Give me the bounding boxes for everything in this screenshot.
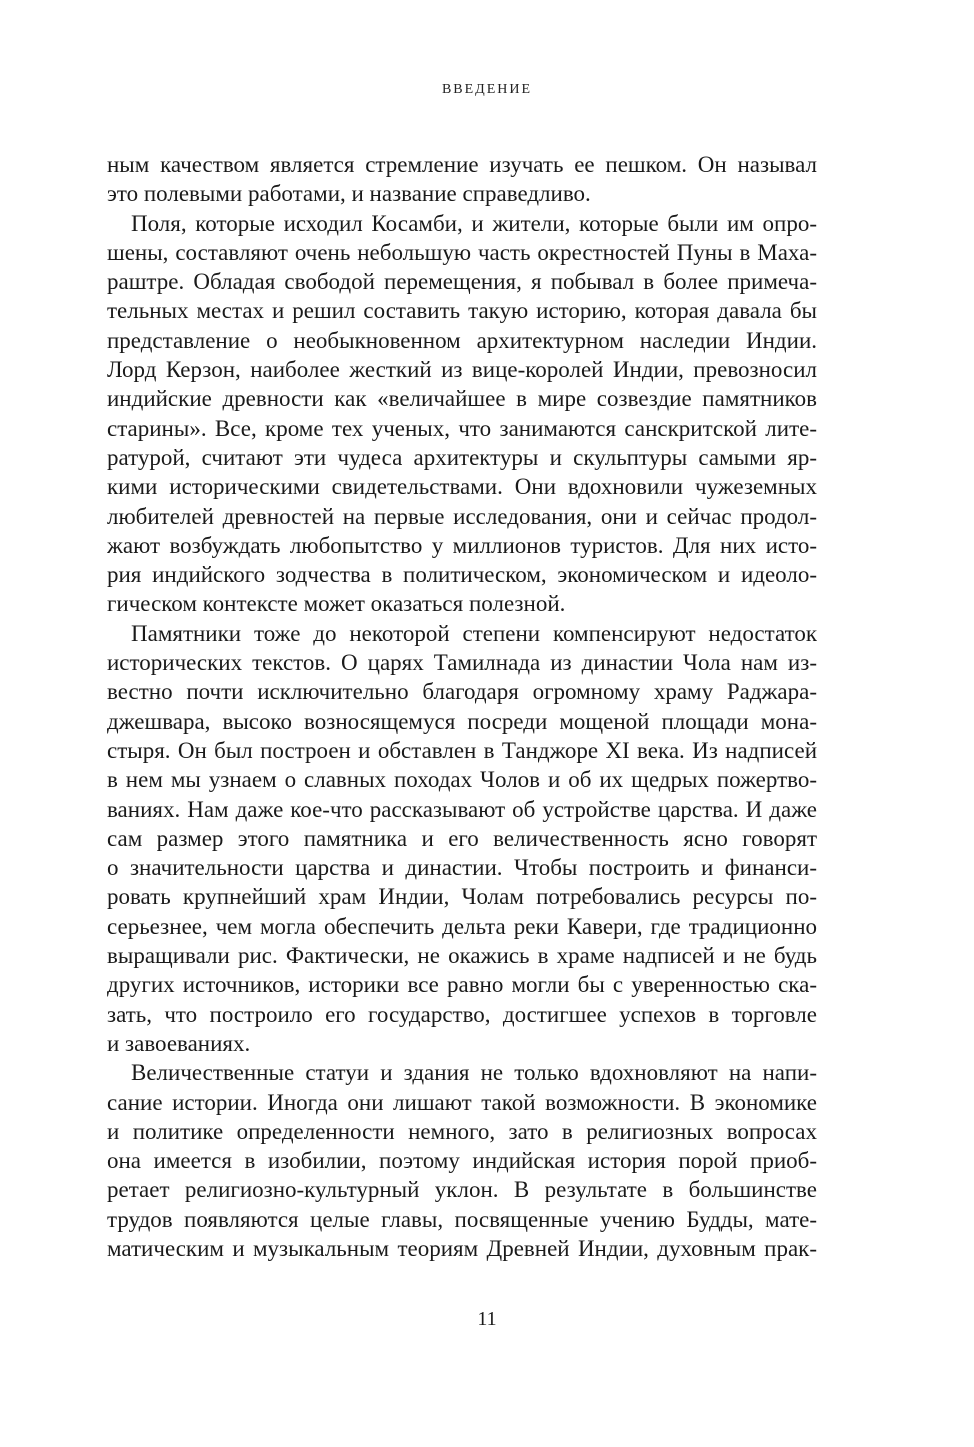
text-line: исторических текстов. О царях Тамилнада из династии Чола нам из- <box>107 650 817 676</box>
text-line: вестно почти исключительно благодаря огромному храму Раджара- <box>107 679 817 705</box>
body-text <box>107 150 817 1263</box>
text-line: раштре. Обладая свободой перемещения, я побывал в более примеча- <box>107 269 817 295</box>
text-line: Поля, которые исходил Косамби, и жители, которые были им опро- <box>131 210 817 236</box>
text-line: шены, составляют очень небольшую часть окрестностей Пуны в Маха- <box>107 239 817 265</box>
text-line: и завоеваниях. <box>107 1030 251 1056</box>
text-line: выращивали рис. Фактически, не окажись в храме надписей и не будь <box>107 943 817 969</box>
text-line: джешвара, высоко возносящемуся посреди мощеной площади мона- <box>107 708 817 734</box>
text-line: ным качеством является стремление изучать ее пешком. Он называл <box>107 152 817 177</box>
text-line: это полевыми работами, и название справедливо. <box>107 181 591 207</box>
text-line: о значительности царства и династии. Чтобы построить и финанси- <box>107 855 817 881</box>
text-line: кими историческими свидетельствами. Они вдохновили чужеземных <box>107 474 817 500</box>
text-line: рия индийского зодчества в политическом, экономическом и идеоло- <box>107 562 817 588</box>
text-line: она имеется в изобилии, поэтому индийская история порой приоб- <box>107 1148 817 1174</box>
text-line: сам размер этого памятника и его величественность ясно говорят <box>107 825 817 851</box>
text-line: других источников, историки все равно могли бы с уверенностью ска- <box>107 972 817 998</box>
text-line: трудов появляются целые главы, посвященные учению Будды, мате- <box>107 1206 817 1232</box>
text-line: тельных местах и решил составить такую историю, которая давала бы <box>107 298 817 324</box>
text-line: Величественные статуи и здания не только вдохновляют на напи- <box>131 1060 817 1086</box>
running-head: ВВЕДЕНИЕ <box>441 82 533 97</box>
text-line: гическом контексте может оказаться полезной. <box>107 591 566 617</box>
text-line: ратурой, считают эти чудеса архитектуры и скульптуры самыми яр- <box>107 444 817 470</box>
text-line: любителей древностей на первые исследования, они и сейчас продол- <box>107 503 817 529</box>
text-line: серьезнее, чем могла обеспечить дельта реки Кавери, где традиционно <box>107 913 817 939</box>
text-line: ваниях. Нам даже кое-что рассказывают об устройстве царства. И даже <box>107 796 817 822</box>
text-line: сание истории. Иногда они лишают такой возможности. В экономике <box>107 1089 817 1115</box>
text-line: ретает религиозно-культурный уклон. В результате в большинстве <box>107 1177 817 1203</box>
text-line: зать, что построило его государство, достигшее успехов в торговле <box>107 1001 817 1027</box>
text-line: стыря. Он был построен и обставлен в Танджоре XI века. Из надписей <box>107 737 817 763</box>
text-line: старины». Все, кроме тех ученых, что занимаются санскритской лите- <box>107 415 817 441</box>
text-line: матическим и музыкальным теориям Древней Индии, духовным прак- <box>107 1235 817 1261</box>
text-line: индийские древности как «величайшее в мире созвездие памятников <box>107 386 817 412</box>
text-line: Памятники тоже до некоторой степени компенсируют недостаток <box>131 620 817 646</box>
text-line: жают возбуждать любопытство у миллионов туристов. Для них исто- <box>107 532 817 558</box>
text-line: представление о необыкновенном архитектурном наследии Индии. <box>107 327 817 353</box>
text-line: Лорд Керзон, наиболее жесткий из вице-королей Индии, превозносил <box>107 357 817 383</box>
text-line: и политике определенности немного, зато в религиозных вопросах <box>107 1118 817 1144</box>
text-line: в нем мы узнаем о славных походах Чолов и об их щедрых пожертво- <box>107 767 817 793</box>
page-number: 11 <box>477 1308 497 1330</box>
text-line: ровать крупнейший храм Индии, Чолам потребовались ресурсы по- <box>107 884 817 910</box>
